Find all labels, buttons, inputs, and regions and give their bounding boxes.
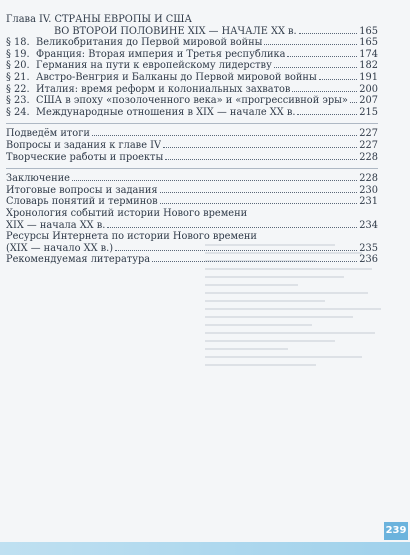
entry-title: Подведём итоги	[6, 128, 90, 140]
bleed-through-text	[205, 238, 390, 493]
entry-title-cont: (XIX — начало XX в.)	[6, 242, 114, 254]
toc-entry	[6, 140, 378, 152]
entry-page: 228	[359, 173, 378, 185]
leader-dots	[160, 191, 358, 193]
section-number: § 24.	[6, 106, 30, 118]
entry-title: Великобритания до Первой мировой войны	[36, 37, 263, 49]
divider	[6, 123, 378, 124]
entry-title: Италия: время реформ и колониальных захватов	[36, 83, 291, 95]
leader-dots	[264, 43, 357, 45]
entry-title: Вопросы и задания к главе IV	[6, 139, 162, 151]
entry-page: 207	[359, 95, 378, 107]
chapter-title-line1: СТРАНЫ ЕВРОПЫ И США	[54, 14, 192, 25]
entry-title-cont: XIX — начала XX в.	[6, 219, 106, 231]
toc-entry-chronology	[6, 208, 378, 231]
toc-entry	[6, 128, 378, 140]
entry-page: 182	[359, 60, 378, 72]
table-of-contents	[6, 14, 378, 266]
entry-title: Хронология событий истории Нового времени	[6, 207, 248, 219]
leader-dots	[163, 146, 357, 148]
leader-dots	[72, 179, 357, 181]
section-number: § 20.	[6, 60, 30, 72]
toc-entry	[6, 37, 378, 49]
entry-title: Словарь понятий и терминов	[6, 196, 158, 208]
toc-entry	[6, 173, 378, 185]
entry-title: Германия на пути к европейскому лидерству	[36, 60, 272, 72]
chapter-page: 165	[359, 25, 378, 37]
toc-entry	[6, 185, 378, 197]
leader-dots	[319, 78, 358, 80]
entry-page: 174	[359, 48, 378, 60]
entry-title: Заключение	[6, 173, 70, 185]
leader-dots	[297, 113, 357, 115]
toc-entry	[6, 152, 378, 164]
leader-dots	[107, 226, 357, 228]
toc-entry	[6, 49, 378, 61]
section-number: § 23.	[6, 95, 30, 107]
section-number: § 18.	[6, 37, 30, 49]
toc-entry	[6, 72, 378, 84]
leader-dots	[160, 202, 358, 204]
entry-title: Австро-Венгрия и Балканы до Первой мировой войны	[36, 71, 317, 83]
entry-page: 165	[359, 37, 378, 49]
entry-page: 227	[359, 139, 378, 151]
divider	[6, 168, 378, 169]
leader-dots	[350, 101, 357, 103]
entry-title: Ресурсы Интернета по истории Нового времени	[6, 231, 257, 243]
entry-page: 215	[359, 106, 378, 118]
entry-page: 235	[359, 242, 378, 254]
section-number: § 21.	[6, 71, 30, 83]
entry-title: Франция: Вторая империя и Третья республика	[36, 48, 286, 60]
entry-page: 230	[359, 184, 378, 196]
footer-band	[0, 542, 410, 555]
toc-entry	[6, 84, 378, 96]
section-number: § 19.	[6, 48, 30, 60]
toc-entry	[6, 60, 378, 72]
entry-title: Итоговые вопросы и задания	[6, 184, 158, 196]
entry-page: 227	[359, 128, 378, 140]
toc-entry	[6, 107, 378, 119]
entry-page: 236	[359, 254, 378, 266]
leader-dots	[292, 90, 357, 92]
leader-dots	[299, 32, 358, 34]
leader-dots	[92, 134, 357, 136]
entry-title: Рекомендуемая литература	[6, 254, 151, 266]
toc-entry	[6, 95, 378, 107]
section-number: § 22.	[6, 83, 30, 95]
page-number: 239	[384, 522, 408, 540]
entry-page: 200	[359, 83, 378, 95]
entry-page: 231	[359, 196, 378, 208]
leader-dots	[165, 158, 357, 160]
leader-dots	[287, 55, 357, 57]
entry-title: Международные отношения в XIX — начале XX в.	[36, 106, 296, 118]
chapter-heading	[6, 14, 378, 37]
entry-title: США в эпоху «позолоченного века» и «прогрессивной эры»	[36, 95, 348, 107]
entry-page: 191	[359, 71, 378, 83]
entry-title: Творческие работы и проекты	[6, 151, 164, 163]
leader-dots	[274, 66, 357, 68]
entry-page: 228	[359, 151, 378, 163]
entry-page: 234	[359, 219, 378, 231]
chapter-title-line2: ВО ВТОРОЙ ПОЛОВИНЕ XIX — НАЧАЛЕ XX в.	[54, 25, 297, 37]
chapter-label: Глава IV.	[6, 14, 52, 25]
toc-entry	[6, 196, 378, 208]
